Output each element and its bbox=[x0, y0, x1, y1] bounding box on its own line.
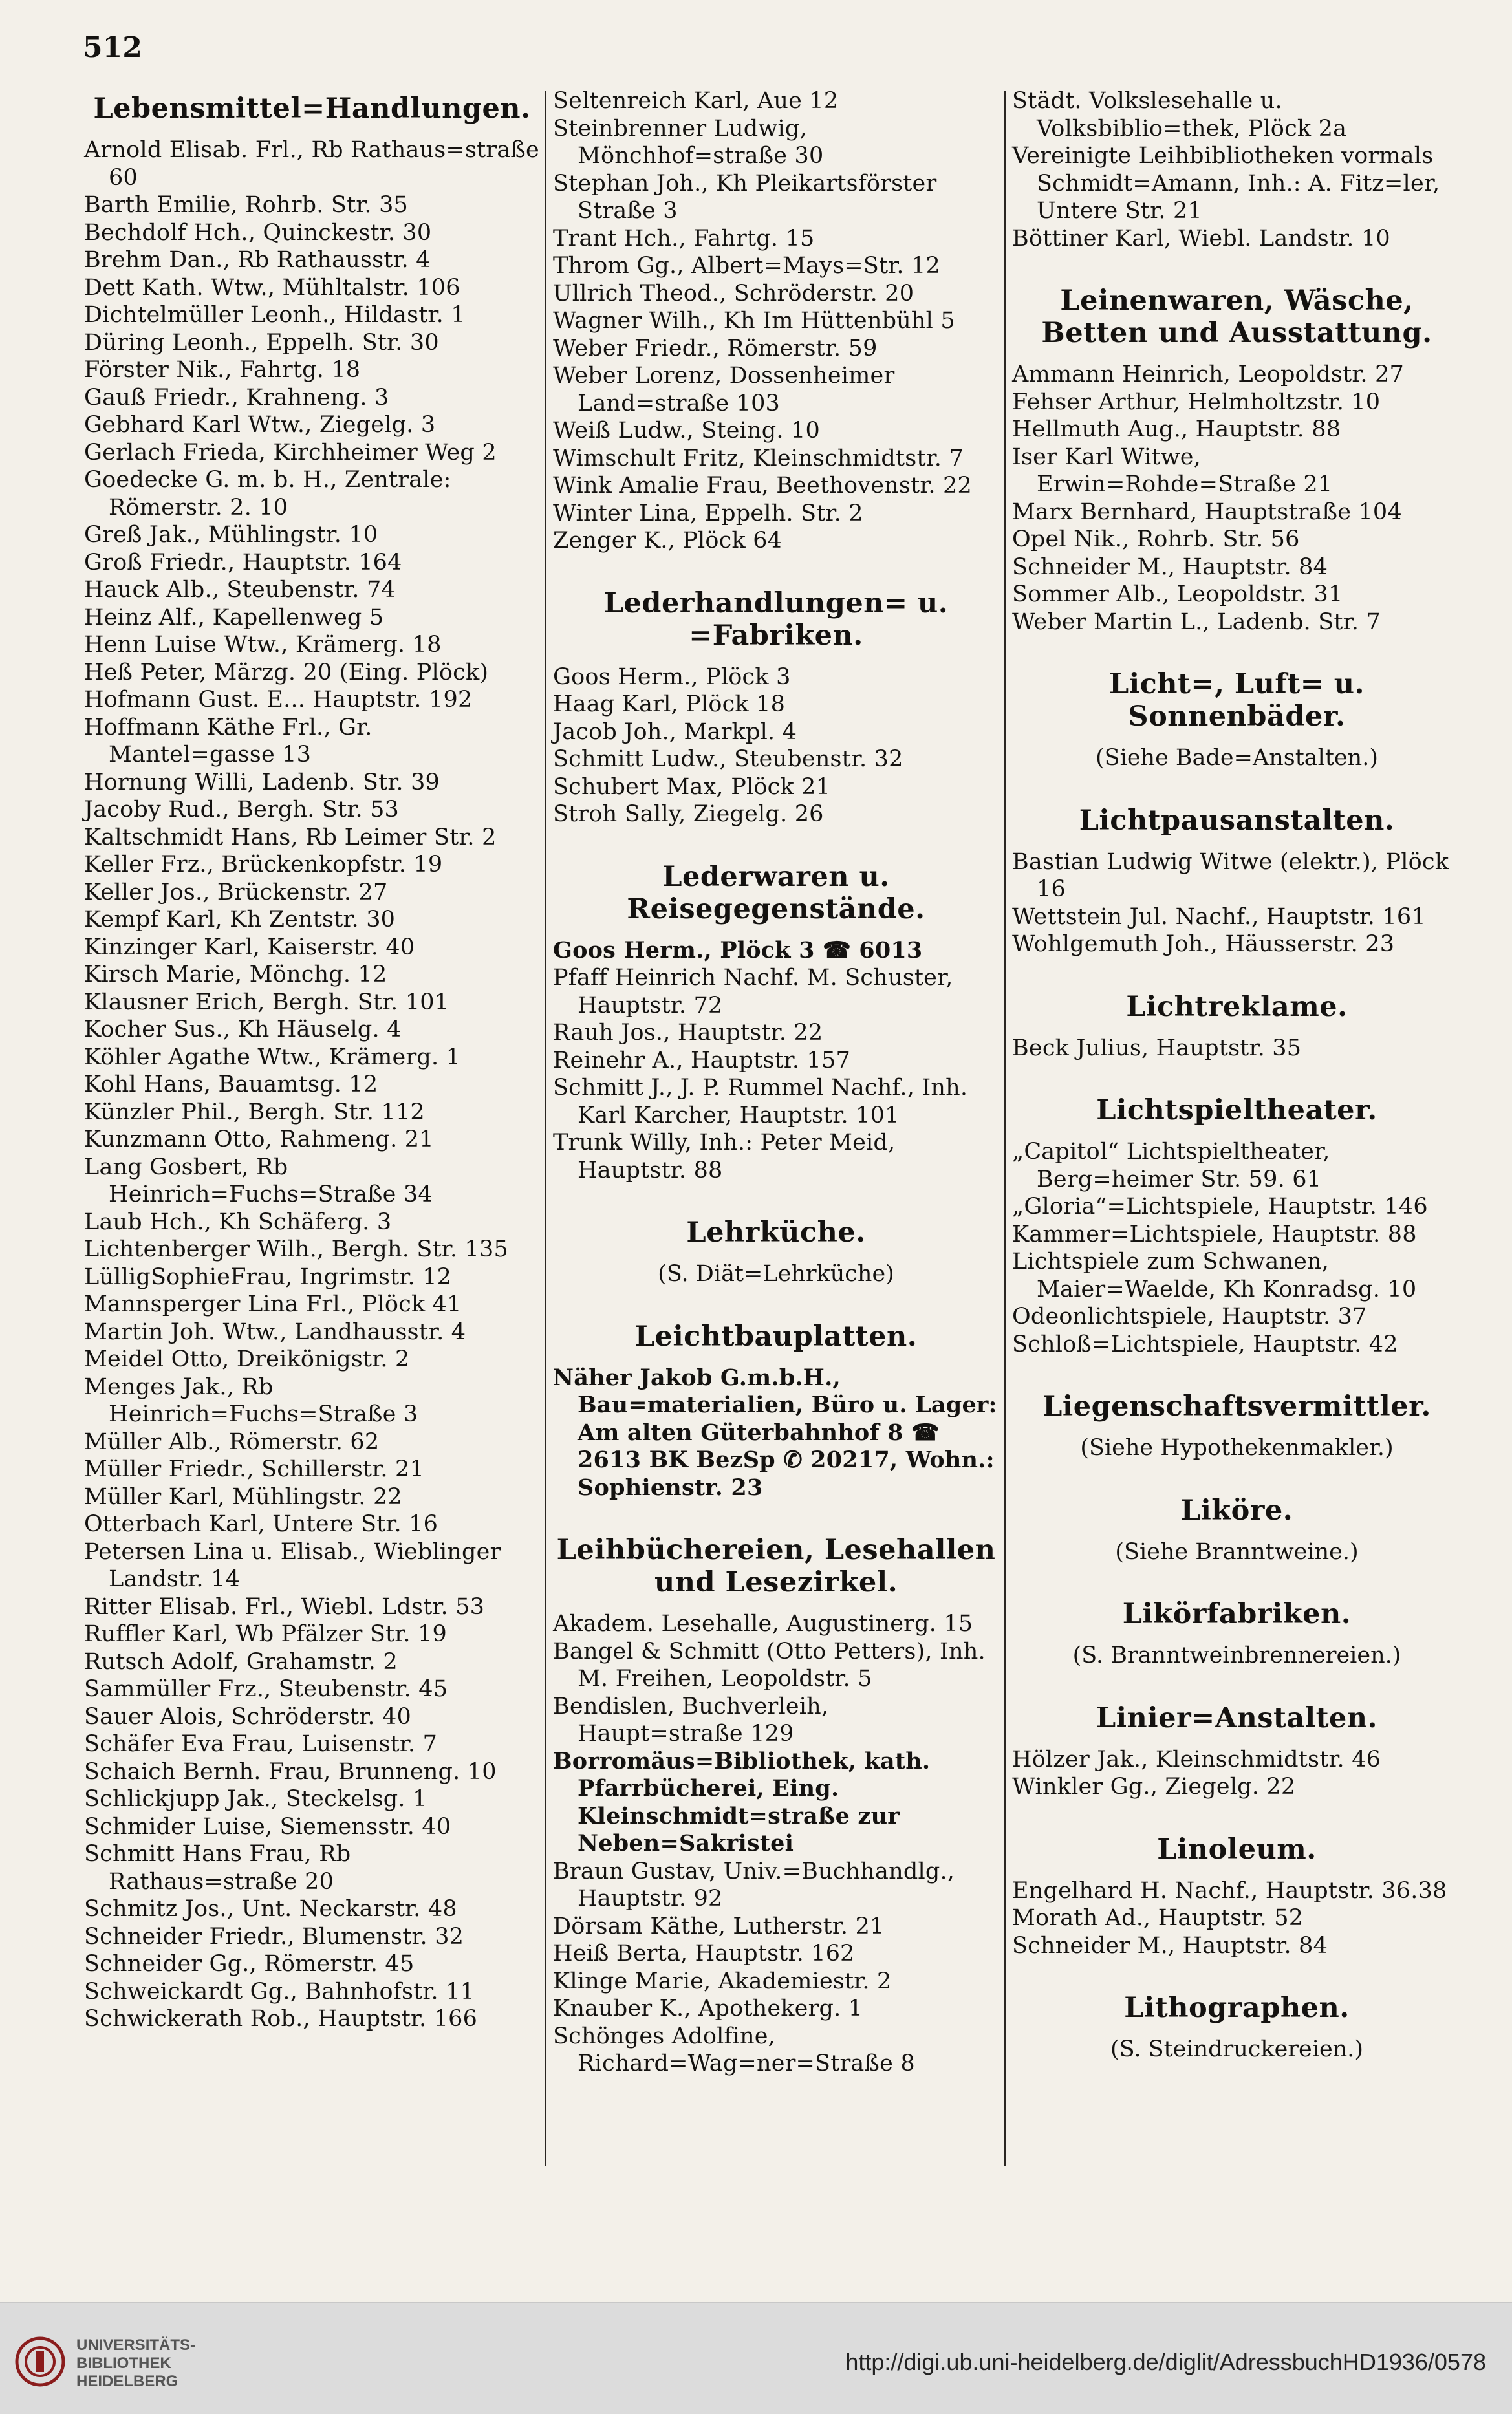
directory-entry: Marx Bernhard, Hauptstraße 104 bbox=[1012, 499, 1402, 525]
cross-reference-note: (Siehe Hypothekenmakler.) bbox=[1080, 1435, 1394, 1461]
section-heading: Linier=Anstalten. bbox=[1096, 1701, 1378, 1734]
directory-entry: Winter Lina, Eppelh. Str. 2 bbox=[553, 500, 863, 526]
directory-entry: Akadem. Lesehalle, Augustinerg. 15 bbox=[553, 1611, 973, 1637]
directory-entry: Bendislen, Buchverleih, Haupt=straße 129 bbox=[553, 1693, 829, 1747]
directory-entry: Henn Luise Wtw., Krämerg. 18 bbox=[84, 632, 442, 658]
directory-entry: Gauß Friedr., Krahneng. 3 bbox=[84, 384, 389, 411]
cross-reference-note: (S. Diät=Lehrküche) bbox=[658, 1261, 894, 1287]
directory-entry: Hornung Willi, Ladenb. Str. 39 bbox=[84, 769, 440, 795]
directory-entry: Meidel Otto, Dreikönigstr. 2 bbox=[84, 1346, 410, 1372]
directory-entry: Schmitt Hans Frau, Rb Rathaus=straße 20 bbox=[84, 1841, 351, 1895]
directory-entry: Martin Joh. Wtw., Landhausstr. 4 bbox=[84, 1319, 466, 1345]
directory-entry: Klinge Marie, Akademiestr. 2 bbox=[553, 1968, 892, 1994]
directory-entry: Schmitt J., J. P. Rummel Nachf., Inh. Karl Karcher, Hauptstr. 101 bbox=[553, 1075, 968, 1128]
cross-reference-note: (S. Steindruckereien.) bbox=[1110, 2036, 1363, 2062]
section-heading: Lebensmittel=Handlungen. bbox=[93, 92, 531, 125]
section-heading: Lichtreklame. bbox=[1126, 990, 1348, 1023]
column-3 bbox=[1012, 87, 1462, 2067]
directory-entry: Borromäus=Bibliothek, kath. Pfarrbücherei, Eing. Kleinschmidt=straße zur Neben=Sakristei bbox=[553, 1747, 931, 1857]
directory-entry: Barth Emilie, Rohrb. Str. 35 bbox=[84, 192, 409, 218]
directory-entry: Sauer Alois, Schröderstr. 40 bbox=[84, 1703, 411, 1730]
directory-entry: Schaich Bernh. Frau, Brunneng. 10 bbox=[84, 1758, 497, 1785]
directory-entry: Goos Herm., Plöck 3 ☎ 6013 bbox=[553, 936, 923, 964]
directory-entry: Dett Kath. Wtw., Mühltalstr. 106 bbox=[84, 274, 460, 301]
directory-entry: Petersen Lina u. Elisab., Wieblinger Landstr. 14 bbox=[84, 1538, 501, 1592]
directory-entry: Stephan Joh., Kh Pleikartsförster Straße 3 bbox=[553, 170, 937, 224]
directory-entry: Haag Karl, Plöck 18 bbox=[553, 691, 786, 717]
section-heading: Leichtbauplatten. bbox=[634, 1320, 918, 1353]
directory-entry: Wimschult Fritz, Kleinschmidtstr. 7 bbox=[553, 445, 964, 471]
directory-entry: Dichtelmüller Leonh., Hildastr. 1 bbox=[84, 302, 466, 328]
cross-reference-note: (Siehe Branntweine.) bbox=[1115, 1538, 1359, 1565]
directory-entry: Trant Hch., Fahrtg. 15 bbox=[553, 225, 815, 252]
directory-entry: Vereinigte Leihbibliotheken vormals Schmidt=Amann, Inh.: A. Fitz=ler, Untere Str. 21 bbox=[1012, 143, 1440, 224]
directory-entry: Mannsperger Lina Frl., Plöck 41 bbox=[84, 1291, 462, 1317]
directory-entry: Fehser Arthur, Helmholtzstr. 10 bbox=[1012, 389, 1381, 415]
directory-entry: „Capitol“ Lichtspieltheater, Berg=heimer Str. 59. 61 bbox=[1012, 1139, 1330, 1192]
section-heading: Lichtpausanstalten. bbox=[1079, 804, 1395, 837]
directory-entry: Böttiner Karl, Wiebl. Landstr. 10 bbox=[1012, 225, 1390, 252]
directory-entry: Jacoby Rud., Bergh. Str. 53 bbox=[84, 797, 400, 823]
directory-entry: Schmider Luise, Siemensstr. 40 bbox=[84, 1813, 451, 1840]
directory-entry: Reinehr A., Hauptstr. 157 bbox=[553, 1047, 850, 1073]
directory-entry: Stroh Sally, Ziegelg. 26 bbox=[553, 801, 824, 827]
directory-entry: Heinz Alf., Kapellenweg 5 bbox=[84, 604, 384, 630]
directory-entry: Steinbrenner Ludwig, Mönchhof=straße 30 bbox=[553, 115, 824, 169]
section-heading: Liköre. bbox=[1180, 1494, 1293, 1527]
directory-entry: Wagner Wilh., Kh Im Hüttenbühl 5 bbox=[553, 308, 955, 334]
directory-entry: Kohl Hans, Bauamtsg. 12 bbox=[84, 1072, 378, 1097]
directory-entry: Kammer=Lichtspiele, Hauptstr. 88 bbox=[1012, 1221, 1417, 1247]
directory-entry: Morath Ad., Hauptstr. 52 bbox=[1012, 1905, 1304, 1931]
directory-entry: Förster Nik., Fahrtg. 18 bbox=[84, 357, 361, 383]
directory-entry: Hellmuth Aug., Hauptstr. 88 bbox=[1012, 416, 1341, 442]
directory-entry: Ritter Elisab. Frl., Wiebl. Ldstr. 53 bbox=[84, 1593, 485, 1620]
directory-entry: Goos Herm., Plöck 3 bbox=[553, 663, 791, 690]
section-heading: Liegenschaftsvermittler. bbox=[1042, 1390, 1431, 1423]
directory-entry: Städt. Volkslesehalle u. Volksbiblio=thek, Plöck 2a bbox=[1012, 88, 1347, 142]
directory-entry: Bechdolf Hch., Quinckestr. 30 bbox=[84, 219, 432, 246]
directory-entry: Schwickerath Rob., Hauptstr. 166 bbox=[84, 2006, 478, 2032]
directory-entry: Heß Peter, Märzg. 20 (Eing. Plöck) bbox=[84, 659, 489, 685]
directory-entry: Näher Jakob G.m.b.H., Bau=materialien, Büro u. Lager: Am alten Güterbahnhof 8 ☎ 2613 BK BezSp ✆ 20217, Wohn.: Sophienstr. 23 bbox=[553, 1364, 997, 1501]
directory-entry: Kaltschmidt Hans, Rb Leimer Str. 2 bbox=[84, 824, 497, 850]
library-name-line1: UNIVERSITÄTS- bbox=[76, 2336, 196, 2354]
directory-entry: Ruffler Karl, Wb Pfälzer Str. 19 bbox=[84, 1621, 447, 1647]
directory-entry: Winkler Gg., Ziegelg. 22 bbox=[1012, 1774, 1296, 1800]
directory-entry: Schloß=Lichtspiele, Hauptstr. 42 bbox=[1012, 1331, 1398, 1357]
directory-entry: Schubert Max, Plöck 21 bbox=[553, 773, 831, 800]
directory-entry: Hölzer Jak., Kleinschmidtstr. 46 bbox=[1012, 1746, 1381, 1773]
directory-entry: Schmitt Ludw., Steubenstr. 32 bbox=[553, 746, 903, 772]
column-divider bbox=[545, 91, 546, 2166]
library-name-line3: HEIDELBERG bbox=[76, 2373, 178, 2390]
directory-entry: Greß Jak., Mühlingstr. 10 bbox=[84, 522, 378, 548]
directory-entry: Dörsam Käthe, Lutherstr. 21 bbox=[553, 1913, 885, 1939]
directory-entry: Knauber K., Apothekerg. 1 bbox=[553, 1996, 863, 2021]
section-heading: Lichtspieltheater. bbox=[1096, 1094, 1377, 1126]
directory-entry: Zenger K., Plöck 64 bbox=[553, 528, 783, 554]
footer-bar bbox=[0, 2302, 1512, 2414]
directory-entry: Opel Nik., Rohrb. Str. 56 bbox=[1012, 526, 1300, 552]
cross-reference-note: (S. Branntweinbrennereien.) bbox=[1072, 1643, 1401, 1668]
cross-reference-note: (Siehe Bade=Anstalten.) bbox=[1096, 745, 1378, 771]
directory-entry: Wink Amalie Frau, Beethovenstr. 22 bbox=[553, 473, 973, 499]
directory-entry: Schneider Gg., Römerstr. 45 bbox=[84, 1951, 415, 1977]
directory-entry: Goedecke G. m. b. H., Zentrale: Römerstr. 2. 10 bbox=[84, 467, 451, 521]
directory-entry: Heiß Berta, Hauptstr. 162 bbox=[553, 1941, 855, 1967]
directory-entry: Weiß Ludw., Steing. 10 bbox=[553, 418, 820, 444]
directory-entry: Lichtspiele zum Schwanen, Maier=Waelde, Kh Konradsg. 10 bbox=[1012, 1249, 1417, 1302]
directory-entry: Arnold Elisab. Frl., Rb Rathaus=straße 60 bbox=[84, 137, 539, 191]
directory-entry: Müller Friedr., Schillerstr. 21 bbox=[84, 1456, 424, 1482]
directory-entry: Braun Gustav, Univ.=Buchhandlg., Hauptstr. 92 bbox=[553, 1858, 955, 1912]
directory-entry: Ullrich Theod., Schröderstr. 20 bbox=[553, 280, 914, 307]
directory-entry: Schäfer Eva Frau, Luisenstr. 7 bbox=[84, 1731, 438, 1757]
university-seal-icon bbox=[14, 2336, 66, 2387]
directory-entry: Seltenreich Karl, Aue 12 bbox=[553, 88, 839, 114]
source-url-link[interactable]: http://digi.ub.uni-heidelberg.de/diglit/AdressbuchHD1936/0578 bbox=[845, 2349, 1486, 2375]
directory-entry: Gebhard Karl Wtw., Ziegelg. 3 bbox=[84, 412, 436, 438]
section-heading: Likörfabriken. bbox=[1122, 1598, 1352, 1630]
section-heading: Lederwaren u. Reisegegenstände. bbox=[627, 860, 925, 925]
directory-entry: Bastian Ludwig Witwe (elektr.), Plöck 16 bbox=[1012, 848, 1449, 902]
section-heading: Leinenwaren, Wäsche, Betten und Ausstattung. bbox=[1041, 285, 1432, 349]
column-1 bbox=[84, 87, 540, 2033]
directory-entry: Schönges Adolfine, Richard=Wag=ner=Straße 8 bbox=[553, 2023, 915, 2076]
directory-entry: Sammüller Frz., Steubenstr. 45 bbox=[84, 1676, 448, 1702]
directory-entry: Schneider Friedr., Blumenstr. 32 bbox=[84, 1923, 464, 1950]
directory-entry: Müller Karl, Mühlingstr. 22 bbox=[84, 1483, 402, 1510]
directory-entry: Menges Jak., Rb Heinrich=Fuchs=Straße 3 bbox=[84, 1374, 418, 1427]
column-divider bbox=[1004, 91, 1006, 2166]
directory-entry: Keller Frz., Brückenkopfstr. 19 bbox=[84, 852, 443, 878]
section-heading: Leihbüchereien, Lesehallen und Lesezirkel. bbox=[556, 1534, 996, 1599]
directory-entry: Rutsch Adolf, Grahamstr. 2 bbox=[84, 1648, 398, 1675]
directory-entry: Gerlach Frieda, Kirchheimer Weg 2 bbox=[84, 439, 497, 466]
section-heading: Lithographen. bbox=[1124, 1992, 1350, 2024]
directory-entry: Wohlgemuth Joh., Häusserstr. 23 bbox=[1012, 931, 1395, 957]
directory-entry: Odeonlichtspiele, Hauptstr. 37 bbox=[1012, 1304, 1367, 1330]
directory-entry: Laub Hch., Kh Schäferg. 3 bbox=[84, 1209, 392, 1235]
directory-entry: Sommer Alb., Leopoldstr. 31 bbox=[1012, 581, 1343, 607]
directory-entry: Beck Julius, Hauptstr. 35 bbox=[1012, 1035, 1302, 1061]
directory-entry: Schneider M., Hauptstr. 84 bbox=[1012, 1932, 1328, 1959]
directory-entry: Köhler Agathe Wtw., Krämerg. 1 bbox=[84, 1044, 461, 1070]
directory-entry: Throm Gg., Albert=Mays=Str. 12 bbox=[553, 253, 940, 279]
directory-entry: Weber Friedr., Römerstr. 59 bbox=[553, 335, 878, 361]
directory-entry: Müller Alb., Römerstr. 62 bbox=[84, 1428, 380, 1455]
directory-entry: Lang Gosbert, Rb Heinrich=Fuchs=Straße 34 bbox=[84, 1154, 433, 1207]
section-heading: Linoleum. bbox=[1157, 1833, 1317, 1866]
directory-entry: Künzler Phil., Bergh. Str. 112 bbox=[84, 1099, 425, 1125]
directory-entry: Weber Martin L., Ladenb. Str. 7 bbox=[1012, 609, 1381, 635]
directory-entry: Otterbach Karl, Untere Str. 16 bbox=[84, 1511, 438, 1537]
library-name-line2: BIBLIOTHEK bbox=[76, 2355, 171, 2372]
directory-entry: Kirsch Marie, Mönchg. 12 bbox=[84, 962, 387, 987]
directory-entry: Düring Leonh., Eppelh. Str. 30 bbox=[84, 329, 439, 356]
directory-entry: Kinzinger Karl, Kaiserstr. 40 bbox=[84, 934, 415, 960]
directory-entry: Pfaff Heinrich Nachf. M. Schuster, Hauptstr. 72 bbox=[553, 965, 953, 1018]
directory-entry: LülligSophieFrau, Ingrimstr. 12 bbox=[84, 1264, 452, 1290]
directory-entry: Keller Jos., Brückenstr. 27 bbox=[84, 879, 388, 905]
directory-entry: Weber Lorenz, Dossenheimer Land=straße 103 bbox=[553, 363, 895, 416]
directory-entry: Hoffmann Käthe Frl., Gr. Mantel=gasse 13 bbox=[84, 714, 373, 768]
directory-entry: Iser Karl Witwe, Erwin=Rohde=Straße 21 bbox=[1012, 444, 1333, 497]
directory-entry: Bangel & Schmitt (Otto Petters), Inh. M. Freihen, Leopoldstr. 5 bbox=[553, 1638, 986, 1692]
directory-entry: „Gloria“=Lichtspiele, Hauptstr. 146 bbox=[1012, 1194, 1428, 1220]
column-2 bbox=[553, 87, 999, 2078]
directory-entry: Kunzmann Otto, Rahmeng. 21 bbox=[84, 1126, 434, 1152]
directory-entry: Groß Friedr., Hauptstr. 164 bbox=[84, 549, 402, 576]
directory-entry: Brehm Dan., Rb Rathausstr. 4 bbox=[84, 247, 431, 273]
directory-entry: Jacob Joh., Markpl. 4 bbox=[553, 718, 797, 745]
section-heading: Lederhandlungen= u. =Fabriken. bbox=[603, 587, 949, 652]
directory-entry: Schlickjupp Jak., Steckelsg. 1 bbox=[84, 1786, 427, 1812]
directory-entry: Engelhard H. Nachf., Hauptstr. 36.38 bbox=[1012, 1877, 1447, 1904]
directory-entry: Schweickardt Gg., Bahnhofstr. 11 bbox=[84, 1978, 475, 2005]
directory-entry: Trunk Willy, Inh.: Peter Meid, Hauptstr. 88 bbox=[553, 1130, 896, 1183]
directory-entry: Wettstein Jul. Nachf., Hauptstr. 161 bbox=[1012, 903, 1426, 930]
directory-entry: Ammann Heinrich, Leopoldstr. 27 bbox=[1012, 361, 1405, 387]
directory-entry: Hofmann Gust. E... Hauptstr. 192 bbox=[84, 687, 473, 713]
directory-entry: Schmitz Jos., Unt. Neckarstr. 48 bbox=[84, 1896, 457, 1922]
page-number: 512 bbox=[83, 31, 142, 64]
section-heading: Licht=, Luft= u. Sonnenbäder. bbox=[1109, 668, 1365, 733]
directory-entry: Hauck Alb., Steubenstr. 74 bbox=[84, 577, 396, 603]
section-heading: Lehrküche. bbox=[686, 1216, 866, 1249]
directory-entry: Rauh Jos., Hauptstr. 22 bbox=[553, 1020, 823, 1046]
directory-entry: Kocher Sus., Kh Häuselg. 4 bbox=[84, 1017, 402, 1042]
directory-entry: Kempf Karl, Kh Zentstr. 30 bbox=[84, 907, 396, 932]
directory-entry: Lichtenberger Wilh., Bergh. Str. 135 bbox=[84, 1236, 508, 1262]
directory-entry: Schneider M., Hauptstr. 84 bbox=[1012, 554, 1328, 580]
directory-entry: Klausner Erich, Bergh. Str. 101 bbox=[84, 989, 449, 1015]
